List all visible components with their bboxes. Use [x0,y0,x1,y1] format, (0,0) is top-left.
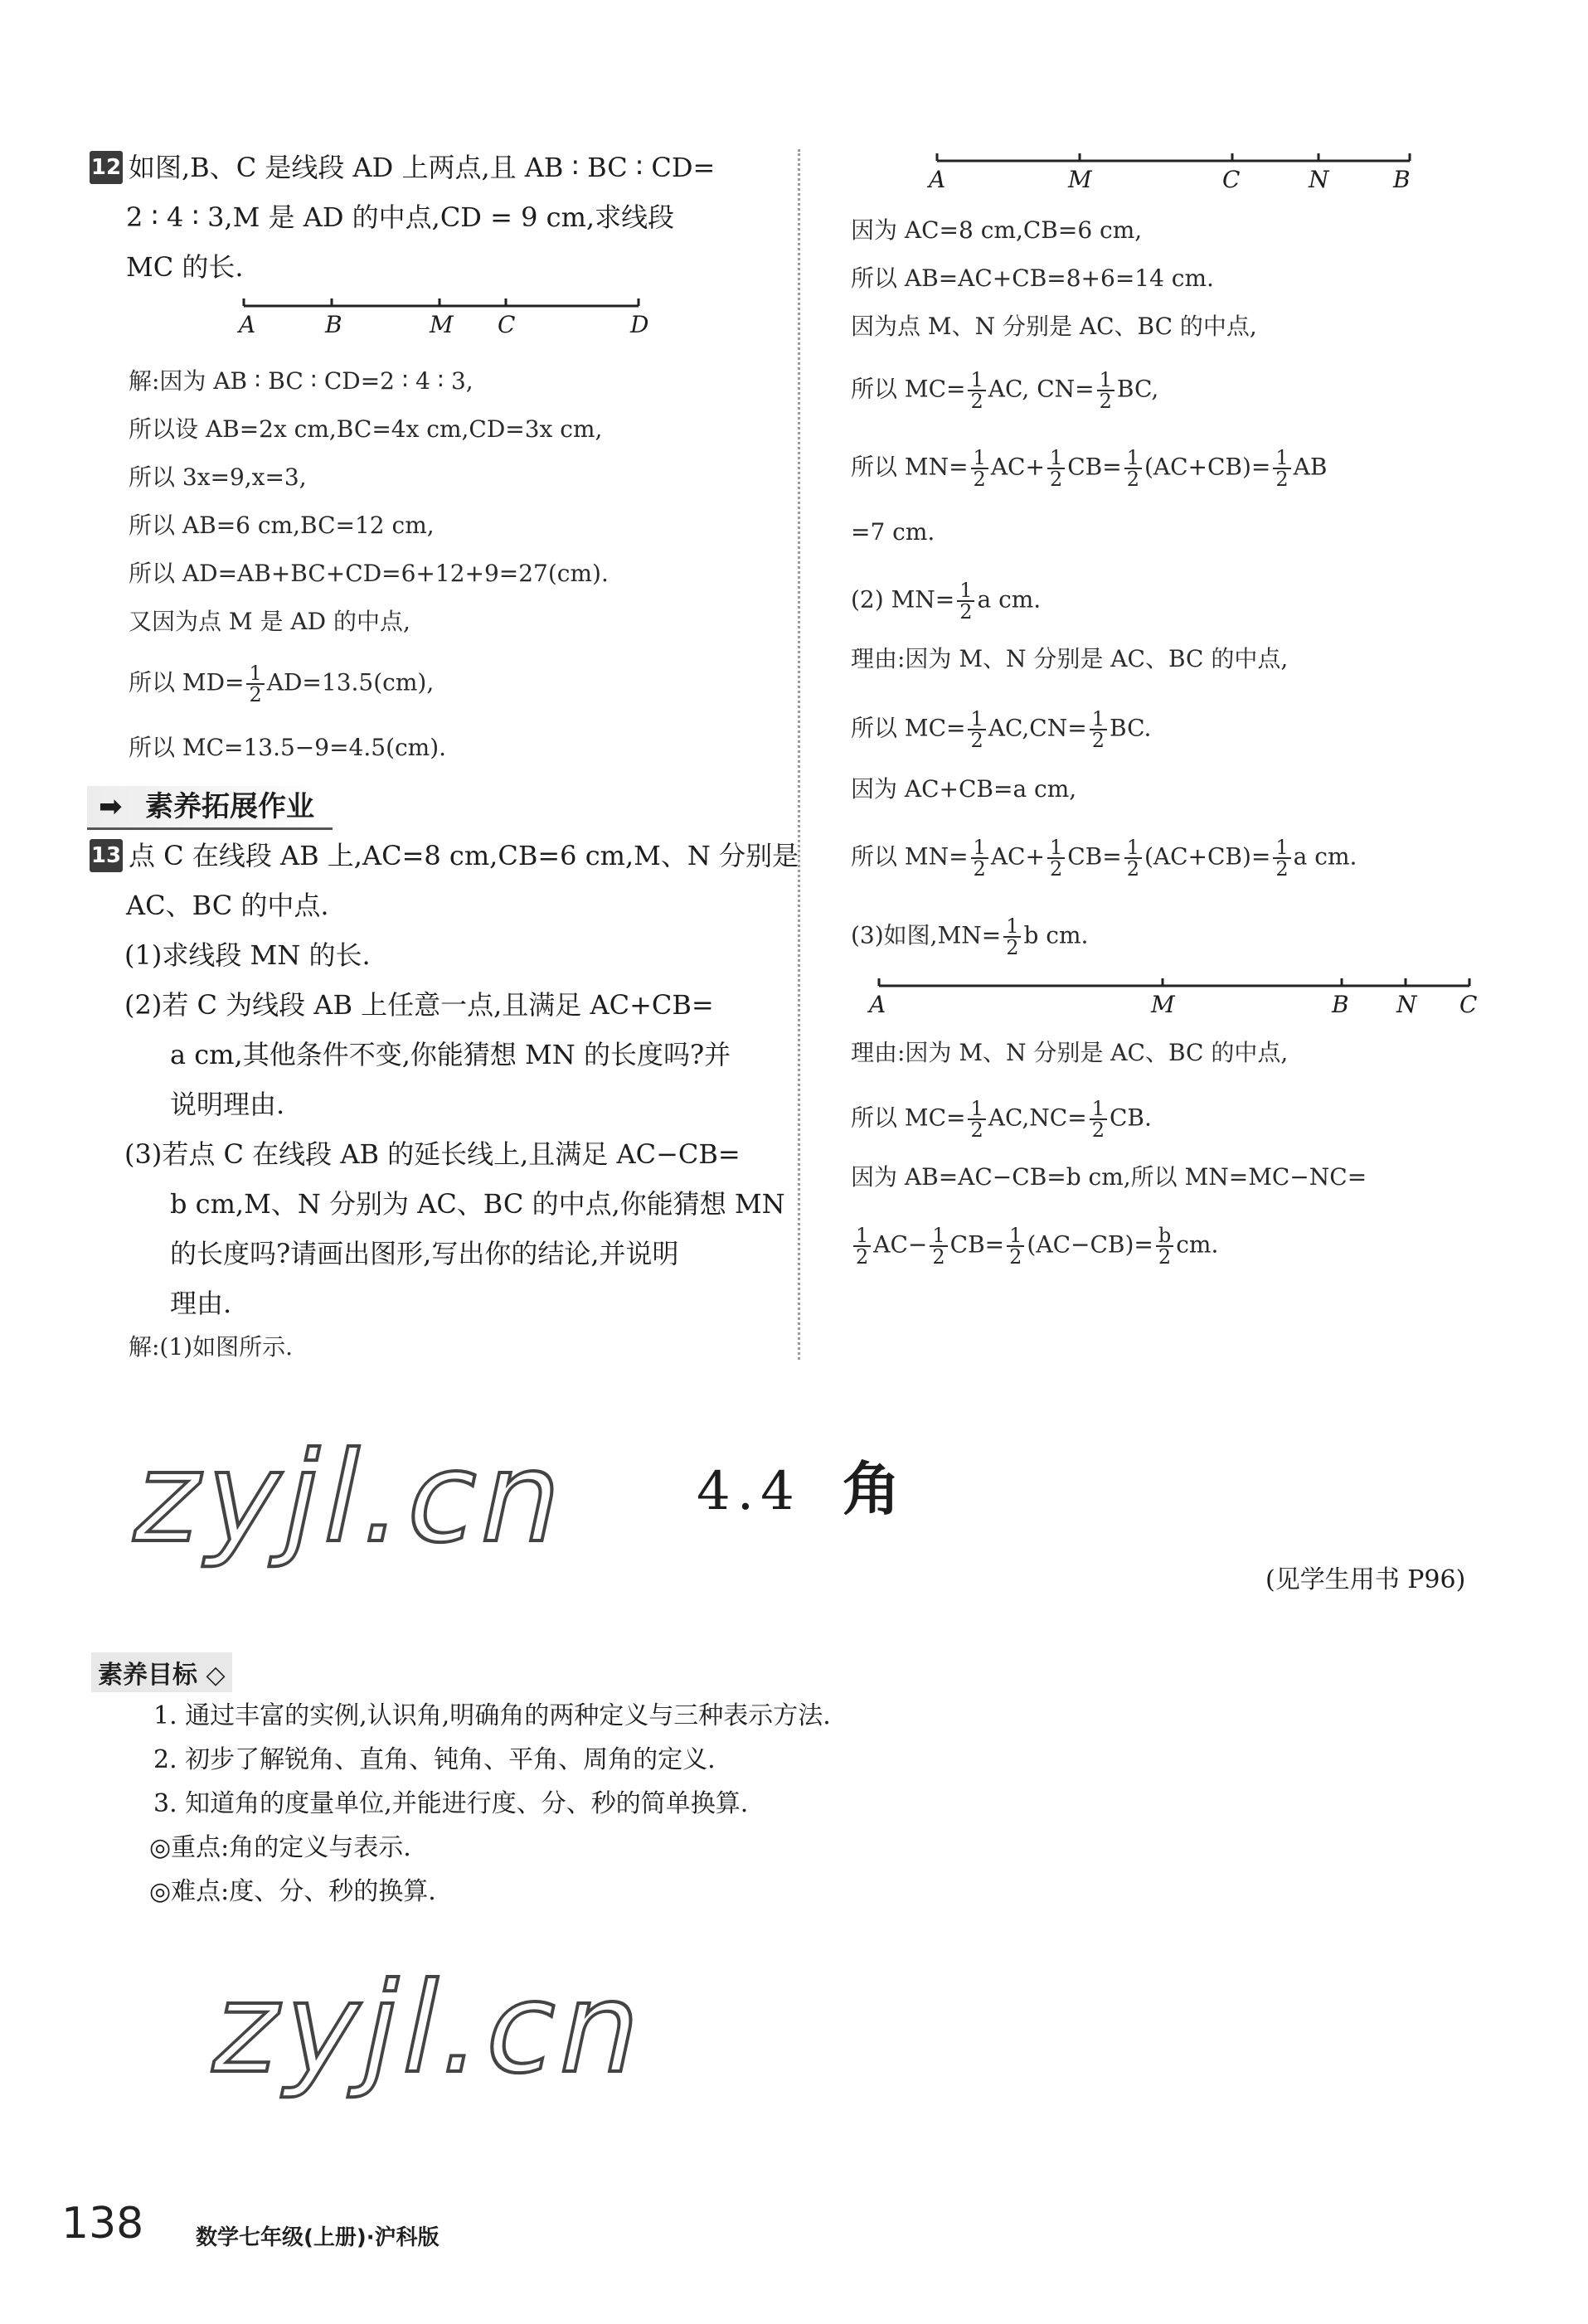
arrow-icon: ➡ [99,790,123,823]
goal-item-1: 1. 通过丰富的实例,认识角,明确角的两种定义与三种表示方法. [153,1701,831,1730]
goal-item-2: 2. 初步了解锐角、直角、钝角、平角、周角的定义. [153,1745,716,1774]
right-line-8: 理由:因为 M、N 分别是 AC、BC 的中点, [851,645,1289,672]
column-divider [798,149,800,1360]
q12-line-2: 2 ∶ 4 ∶ 3,M 是 AD 的中点,CD = 9 cm,求线段 [126,201,675,233]
q13-line-1: 点 C 在线段 AB 上,AC=8 cm,CB=6 cm,M、N 分别是 [129,840,799,871]
goal-difficult-point: ◎难点:度、分、秒的换算. [149,1877,436,1906]
watermark-bottom: zyjl.cn [200,1957,661,2101]
d1-label-m: M [1068,166,1092,193]
right-line-7: (2) MN= $\frac{1}{2}$ a cm. [851,579,1042,623]
q12-label-c: C [498,311,516,338]
page-number: 138 [61,2199,144,2249]
q13-line-7: (3)若点 C 在线段 AB 的延长线上,且满足 AC−CB= [124,1138,741,1170]
d1-label-n: N [1309,166,1329,193]
goals-label: 素养目标 ◇ [91,1652,232,1692]
q13-diagram-2 [871,974,1484,999]
right-line-6: =7 cm. [851,518,935,546]
right-line-13: 理由:因为 M、N 分别是 AC、BC 的中点, [851,1039,1289,1066]
right-line-16: $\frac{1}{2}$ AC− $\frac{1}{2}$ CB= $\frac{1}{2}$ (AC−CB)= $\frac{b}{2}$ cm. [851,1225,1218,1267]
goal-key-point: ◎重点:角的定义与表示. [149,1833,411,1862]
q13-line-4: (2)若 C 为线段 AB 上任意一点,且满足 AC+CB= [124,989,714,1021]
q12-answer-6: 又因为点 M 是 AD 的中点, [129,608,410,635]
q12-answer-7: 所以 MD= $\frac{1}{2}$ AD=13.5(cm), [129,662,435,706]
q12-answer-2: 所以设 AB=2x cm,BC=4x cm,CD=3x cm, [129,415,603,443]
q13-line-5: a cm,其他条件不变,你能猜想 MN 的长度吗?并 [170,1039,731,1070]
book-title: 数学七年级(上册)·沪科版 [196,2225,439,2250]
d2-label-a: A [869,991,886,1018]
q12-label-m: M [430,311,454,338]
diamond-arrow-icon: ◇ [197,1661,226,1690]
right-line-9: 所以 MC= $\frac{1}{2}$ AC,CN= $\frac{1}{2}$ BC. [851,707,1152,752]
q13-line-9: 的长度吗?请画出图形,写出你的结论,并说明 [170,1238,679,1269]
q12-answer-3: 所以 3x=9,x=3, [129,463,307,491]
q13-line-6: 说明理由. [170,1089,285,1120]
student-book-reference: (见学生用书 P96) [1265,1565,1466,1594]
q13-line-10: 理由. [170,1288,232,1319]
d1-label-c: C [1222,166,1241,193]
q13-diagram-1 [929,149,1426,174]
right-line-4: 所以 MC= $\frac{1}{2}$ AC, CN= $\frac{1}{2}$ BC, [851,368,1159,413]
watermark-top: zyjl.cn [121,1426,582,1570]
right-line-2: 所以 AB=AC+CB=8+6=14 cm. [851,264,1214,292]
right-line-1: 因为 AC=8 cm,CB=6 cm, [851,216,1143,244]
q12-label-d: D [630,311,649,338]
question-number-12: 12 [90,151,123,184]
q13-line-2: AC、BC 的中点. [126,890,329,921]
right-line-14: 所以 MC= $\frac{1}{2}$ AC,NC= $\frac{1}{2}$ CB. [851,1097,1152,1142]
d2-label-m: M [1151,991,1175,1018]
d1-label-a: A [929,166,946,193]
q12-answer-8: 所以 MC=13.5−9=4.5(cm). [129,734,447,761]
q13-line-8: b cm,M、N 分别为 AC、BC 的中点,你能猜想 MN [170,1188,785,1220]
q13-answer-start: 解:(1)如图所示. [129,1333,293,1361]
q13-line-3: (1)求线段 MN 的长. [124,939,371,971]
d2-label-c: C [1459,991,1478,1018]
q12-line-1: 如图,B、C 是线段 AD 上两点,且 AB ∶ BC ∶ CD= [129,152,716,183]
right-line-15: 因为 AB=AC−CB=b cm,所以 MN=MC−NC= [851,1163,1367,1191]
section-name: 角 [842,1454,907,1523]
q12-answer-4: 所以 AB=6 cm,BC=12 cm, [129,512,435,539]
section-title [697,1443,907,1526]
d1-label-b: B [1393,166,1411,193]
q12-answer-5: 所以 AD=AB+BC+CD=6+12+9=27(cm). [129,560,609,587]
q12-answer-1: 解:因为 AB ∶ BC ∶ CD=2 ∶ 4 ∶ 3, [129,367,473,395]
right-line-5: 所以 MN= $\frac{1}{2}$ AC+ $\frac{1}{2}$ CB= $\frac{1}{2}$ (AC+CB)= $\frac{1}{2}$ AB [851,446,1328,491]
d2-label-n: N [1396,991,1417,1018]
right-line-12: (3)如图,MN= $\frac{1}{2}$ b cm. [851,915,1089,959]
section-number: 4.4 [697,1461,801,1522]
right-line-3: 因为点 M、N 分别是 AC、BC 的中点, [851,313,1257,340]
q12-line-3: MC 的长. [126,251,244,283]
q12-label-b: B [325,311,342,338]
d2-label-b: B [1332,991,1349,1018]
right-line-10: 因为 AC+CB=a cm, [851,775,1077,803]
right-line-11: 所以 MN= $\frac{1}{2}$ AC+ $\frac{1}{2}$ CB= $\frac{1}{2}$ (AC+CB)= $\frac{1}{2}$ a cm. [851,836,1357,881]
goal-item-3: 3. 知道角的度量单位,并能进行度、分、秒的简单换算. [153,1789,749,1818]
section-header-extension: ➡ 素养拓展作业 [87,786,333,830]
q12-label-a: A [239,311,256,338]
question-number-13: 13 [90,839,123,872]
